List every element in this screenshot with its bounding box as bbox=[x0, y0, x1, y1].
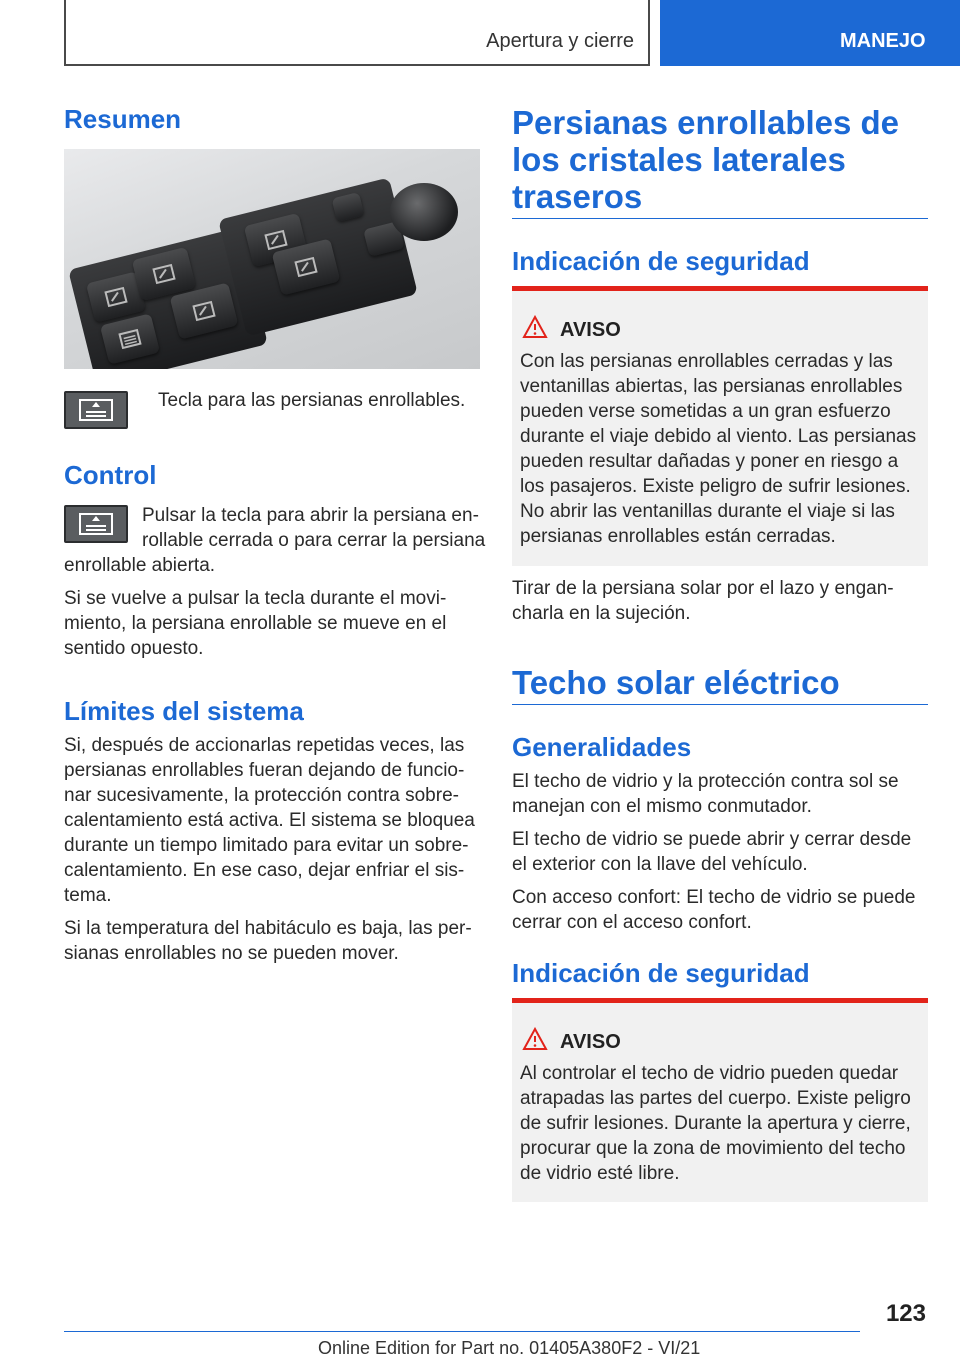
heading-indicacion-1: Indicación de seguridad bbox=[512, 246, 810, 276]
warning-triangle-icon bbox=[522, 315, 548, 339]
gen-p3-line-1: Con acceso confort: El techo de vidrio se puede bbox=[512, 887, 916, 908]
warning-line-1: Con las persianas enrollables cerradas y las bbox=[520, 351, 893, 372]
heading-limites: Límites del sistema bbox=[64, 696, 304, 726]
control-line-3: enrollable abierta. bbox=[64, 555, 216, 576]
control-line-1: Pulsar la tecla para abrir la persiana en- bbox=[142, 505, 479, 526]
footer-edition: Online Edition for Part no. 01405A380F2 - VI/21 bbox=[318, 1338, 701, 1358]
control-p2-line-2: miento, la persiana enrollable se mueve en el bbox=[64, 613, 447, 634]
control-p2-line-3: sentido opuesto. bbox=[64, 638, 204, 659]
header-section-title: Apertura y cierre bbox=[486, 30, 634, 52]
mirror-adjust-knob bbox=[390, 183, 458, 241]
window-blind-key-icon bbox=[64, 505, 128, 543]
control-line-2: rollable cerrada o para cerrar la persiana bbox=[142, 530, 486, 551]
persianas-after-line-1: Tirar de la persiana solar por el lazo y engan- bbox=[512, 578, 894, 599]
warning-line-2: ventanillas abiertas, las persianas enrollables bbox=[520, 376, 903, 397]
limites-p1-line-5: durante un tiempo limitado para evitar un sobre- bbox=[64, 835, 469, 856]
limites-p1-line-3: nar sucesivamente, la protección contra sobre- bbox=[64, 785, 459, 806]
gen-p1-line-1: El techo de vidrio y la protección contra sol se bbox=[512, 771, 899, 792]
limites-p1-line-4: calentamiento está activa. El sistema se bloquea bbox=[64, 810, 475, 831]
page-number: 123 bbox=[885, 1300, 926, 1327]
control-p2-line-1: Si se vuelve a pulsar la tecla durante el movi- bbox=[64, 588, 447, 609]
limites-p1-line-6: calentamiento. En ese caso, dejar enfriar el sis- bbox=[64, 860, 465, 881]
window-switch-photo bbox=[64, 149, 480, 369]
header-chapter-title: MANEJO bbox=[840, 30, 926, 52]
heading-control: Control bbox=[64, 460, 157, 490]
footer-rule bbox=[64, 1331, 860, 1332]
limites-p1-line-2: persianas enrollables fueran dejando de funcio- bbox=[64, 760, 465, 781]
warning-line-5: de vidrio esté libre. bbox=[520, 1163, 680, 1184]
warning-line-6: los pasajeros. Existe peligro de sufrir lesiones. bbox=[520, 476, 911, 497]
warning-line-7: No abrir las ventanillas durante el viaje si las bbox=[520, 501, 895, 522]
warning-line-3: pueden verse sometidas a un gran esfuerzo bbox=[520, 401, 891, 422]
heading-resumen: Resumen bbox=[64, 104, 182, 134]
warning-title: AVISO bbox=[560, 319, 621, 341]
limites-p1-line-7: tema. bbox=[64, 885, 112, 906]
warning-box-techo bbox=[512, 998, 928, 1202]
warning-line-1: Al controlar el techo de vidrio pueden quedar bbox=[520, 1063, 899, 1084]
heading-generalidades: Generalidades bbox=[512, 732, 692, 762]
window-blind-key-icon bbox=[64, 391, 128, 429]
gen-p2-line-2: el exterior con la llave del vehículo. bbox=[512, 854, 808, 875]
title-persianas-line-1: Persianas enrollables de bbox=[512, 104, 900, 141]
title-persianas-line-3: traseros bbox=[512, 178, 643, 215]
header-section-tab bbox=[64, 0, 650, 66]
heading-indicacion-2: Indicación de seguridad bbox=[512, 958, 810, 988]
limites-p2-line-1: Si la temperatura del habitáculo es baja, las per- bbox=[64, 918, 472, 939]
warning-line-3: de sufrir lesiones. Durante la apertura y cierre, bbox=[520, 1113, 911, 1134]
limites-p1-line-1: Si, después de accionarlas repetidas veces, las bbox=[64, 735, 465, 756]
title-persianas-line-2: los cristales laterales bbox=[512, 141, 846, 178]
warning-line-5: pueden resultar dañadas y poner en riesgo a bbox=[520, 451, 899, 472]
warning-box-persianas bbox=[512, 286, 928, 566]
gen-p1-line-2: manejan con el mismo conmutador. bbox=[512, 796, 812, 817]
gen-p2-line-1: El techo de vidrio se puede abrir y cerrar desde bbox=[512, 829, 912, 850]
resumen-caption: Tecla para las persianas enrollables. bbox=[158, 390, 466, 411]
techo-rule bbox=[512, 704, 928, 705]
warning-line-4: procurar que la zona de movimiento del techo bbox=[520, 1138, 906, 1159]
gen-p3-line-2: cerrar con el acceso confort. bbox=[512, 912, 752, 933]
title-rule bbox=[512, 218, 928, 219]
title-techo: Techo solar eléctrico bbox=[512, 664, 840, 701]
warning-line-2: atrapadas las partes del cuerpo. Existe peligro bbox=[520, 1088, 911, 1109]
warning-triangle-icon bbox=[522, 1027, 548, 1051]
persianas-after-line-2: charla en la sujeción. bbox=[512, 603, 691, 624]
warning-title: AVISO bbox=[560, 1031, 621, 1053]
limites-p2-line-2: sianas enrollables no se pueden mover. bbox=[64, 943, 399, 964]
warning-line-8: persianas enrollables están cerradas. bbox=[520, 526, 836, 547]
warning-line-4: durante el viaje debido al viento. Las persianas bbox=[520, 426, 917, 447]
header-chapter-tab bbox=[660, 0, 960, 66]
